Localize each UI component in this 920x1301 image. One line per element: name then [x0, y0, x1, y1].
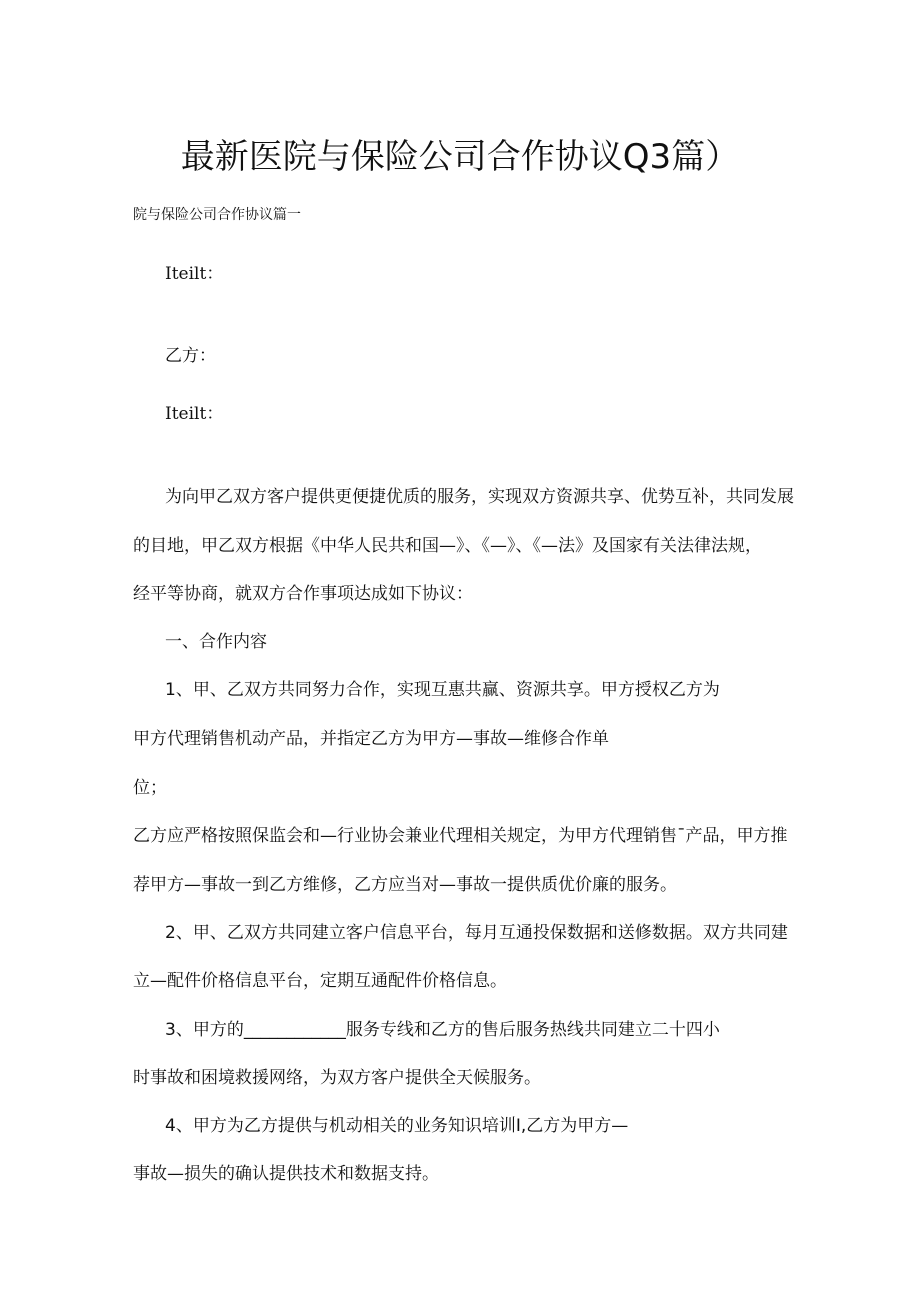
body-line: 经平等协商，就双方合作事项达成如下协议： [133, 584, 473, 604]
body-line: 事故—损失的确认提供技术和数据支持。 [133, 1164, 439, 1184]
body-line: 甲方代理销售机动产品，并指定乙方为甲方—事故—维修合作单 [133, 729, 609, 749]
body-line: 立—配件价格信息平台，定期互通配件价格信息。 [133, 971, 507, 991]
body-line: 为向甲乙双方客户提供更便捷优质的服务，实现双方资源共享、优势互补，共同发展 [165, 487, 794, 507]
body-line: 1、甲、乙双方共同努力合作，实现互惠共赢、资源共享。甲方授权乙方为 [165, 680, 720, 700]
body-line: 2、甲、乙双方共同建立客户信息平台，每月互通投保数据和送修数据。双方共同建 [165, 923, 788, 943]
body-line: 乙方应严格按照保监会和—行业协会兼业代理相关规定，为甲方代理销售¯产品，甲方推 [133, 826, 788, 846]
document-subtitle: 院与保险公司合作协议篇一 [133, 207, 301, 223]
party-a-field-2: Iteilt： [165, 404, 224, 424]
body-line: 的目地，甲乙双方根据《中华人民共和国—》、《—》、《—法》及国家有关法律法规， [133, 536, 762, 556]
document-title: 最新医院与保险公司合作协议Q3篇） [180, 137, 740, 177]
body-line: 位； [133, 778, 167, 798]
body-line: 3、甲方的____________服务专线和乙方的售后服务热线共同建立二十四小 [165, 1020, 720, 1040]
section-heading: 一、合作内容 [165, 632, 267, 652]
body-line: 时事故和困境救援网络，为双方客户提供全天候服务。 [133, 1068, 541, 1088]
party-b-field: 乙方： [165, 346, 216, 366]
body-line: 荐甲方—事故一到乙方维修，乙方应当对—事故一提供质优价廉的服务。 [133, 875, 677, 895]
body-line: 4、甲方为乙方提供与机动相关的业务知识培训I,乙方为甲方— [165, 1116, 629, 1136]
party-a-field-1: Iteilt： [165, 264, 224, 284]
